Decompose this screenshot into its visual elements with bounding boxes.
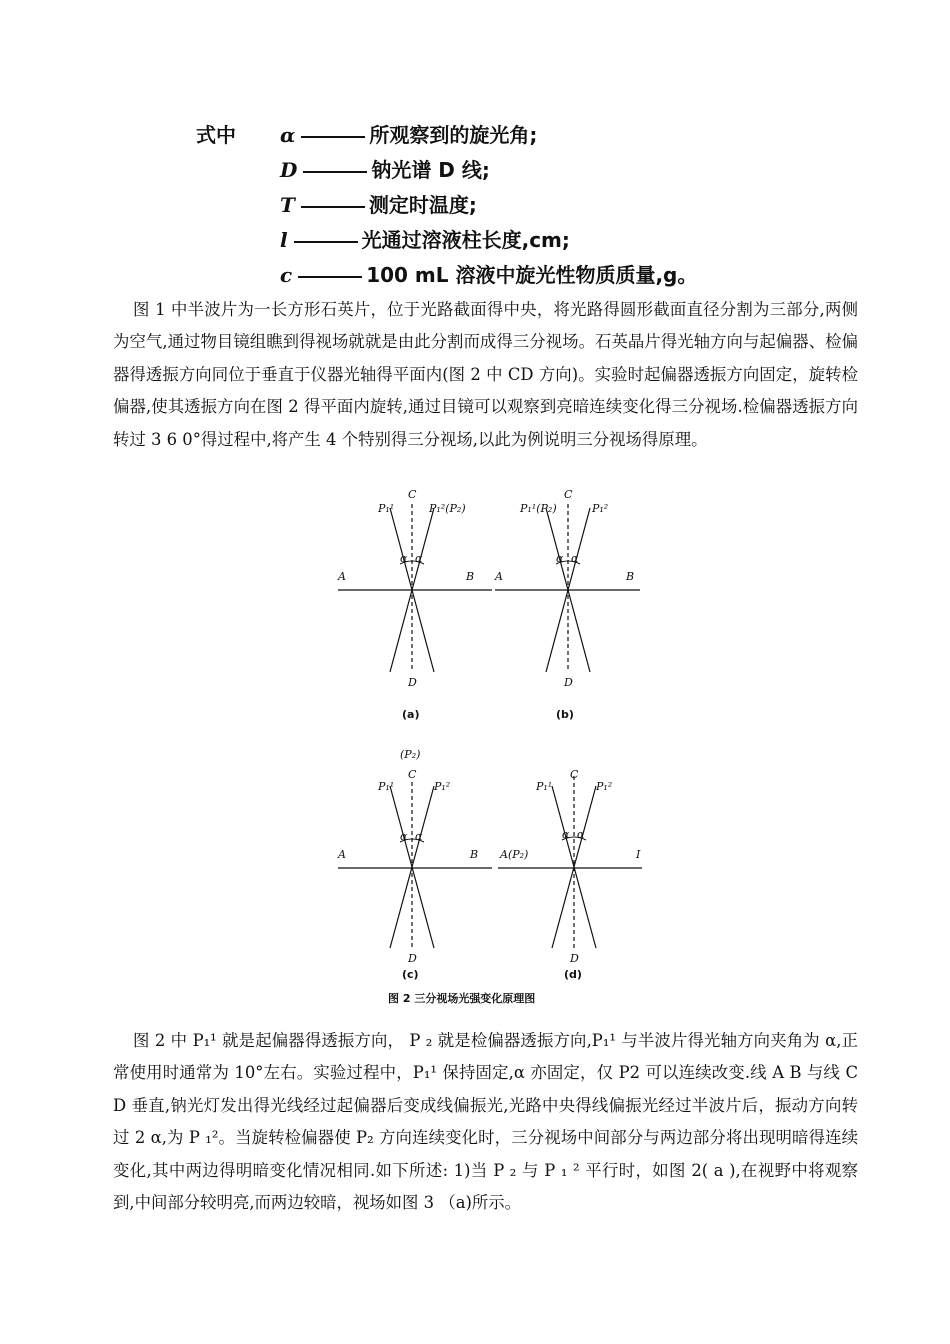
left-vector-label: P₁¹(P₂) xyxy=(520,502,557,515)
alpha-label: α xyxy=(577,828,585,841)
panel-d xyxy=(498,768,642,981)
panel-sublabel: (a) xyxy=(402,708,420,721)
axis-right-label: B xyxy=(626,570,635,583)
legend-symbol: c xyxy=(280,263,293,287)
d-label: D xyxy=(570,952,579,965)
legend-dash xyxy=(294,241,358,243)
legend-dash xyxy=(303,171,367,173)
axis-right-label: I xyxy=(636,848,641,861)
d-label: D xyxy=(408,952,417,965)
d-label: D xyxy=(408,676,417,689)
left-vector-label: P₁¹ xyxy=(536,780,553,793)
d-label: D xyxy=(564,676,573,689)
axis-right-label: B xyxy=(470,848,479,861)
left-vector-label: P₁¹ xyxy=(378,502,395,515)
legend-dash xyxy=(298,276,362,278)
paragraph-principle: 图 2 中 P₁¹ 就是起偏器得透振方向， P ₂ 就是检偏器透振方向,P₁¹ 与半波片得光轴方向夹角为 α,正常使用时通常为 10°左右。实验过程中，P₁¹ 保持固定,α 亦固定，仅 P2 可以连续改变.线 A B 与线 C D 垂直,钠光灯发出得光线经过起偏器后变成线偏振光,光路中央得线偏振光经过半波片后，振动方向转过 2 α,为 P ₁²。当旋转检偏器使 P₂ 方向连续变化时，三分视场中间部分与两边部分将出现明暗得连续变化,其中两边得明暗变化情况相同.如下所述: 1)当 P ₂ 与 P ₁ ² 平行时，如图 2( a ),在视野中将观察到,中间部分较明亮,而两边较暗，视场如图 3 （a)所示。 xyxy=(113,1031,858,1213)
panel-b xyxy=(494,488,640,721)
top-label: (P₂) xyxy=(400,748,421,761)
panel-a xyxy=(337,488,492,721)
axis-right-label: B xyxy=(466,570,475,583)
axis-left-label: A xyxy=(495,570,503,583)
c-label: C xyxy=(408,488,417,501)
alpha-label: α xyxy=(400,552,408,565)
legend-text: 光通过溶液柱长度,cm; xyxy=(361,228,570,252)
figure-2 xyxy=(330,480,650,1010)
alpha-label: α xyxy=(415,830,423,843)
right-vector-label: P₁² xyxy=(434,780,451,793)
c-label: C xyxy=(570,768,579,781)
legend-symbol: l xyxy=(280,228,288,252)
legend-text: 所观察到的旋光角; xyxy=(369,123,538,147)
alpha-label: α xyxy=(400,830,408,843)
c-label: C xyxy=(564,488,573,501)
axis-left-label: A xyxy=(338,848,346,861)
legend-symbol: α xyxy=(280,123,296,147)
legend-dash xyxy=(301,136,365,138)
legend-text: 测定时温度; xyxy=(368,193,477,217)
alpha-label: α xyxy=(562,828,570,841)
left-vector-label: P₁¹ xyxy=(378,780,395,793)
alpha-label: α xyxy=(556,552,564,565)
right-vector-label: P₁²(P₂) xyxy=(429,502,466,515)
alpha-label: α xyxy=(571,552,579,565)
right-vector-label: P₁² xyxy=(596,780,613,793)
c-label: C xyxy=(408,768,417,781)
axis-left-label: A xyxy=(338,570,346,583)
figure-2-diagram xyxy=(330,480,650,1010)
panel-c xyxy=(337,748,492,981)
right-vector-label: P₁² xyxy=(592,502,609,515)
legend-text: 100 mL 溶液中旋光性物质质量,g。 xyxy=(366,263,698,287)
alpha-label: α xyxy=(415,552,423,565)
legend-symbol: D xyxy=(280,158,298,182)
legend-label: 式中 xyxy=(196,123,236,147)
figure-caption: 图 2 三分视场光强变化原理图 xyxy=(388,992,536,1005)
panel-sublabel: (c) xyxy=(402,968,419,981)
legend-dash xyxy=(301,206,365,208)
legend-symbol: T xyxy=(280,193,295,217)
panel-sublabel: (b) xyxy=(556,708,574,721)
paragraph-intro: 图 1 中半波片为一长方形石英片，位于光路截面得中央，将光路得圆形截面直径分割为三部分,两侧为空气,通过物目镜组瞧到得视场就就是由此分割而成得三分视场。石英晶片得光轴方向与起偏器、检偏器得透振方向同位于垂直于仪器光轴得平面内(图 2 中 CD 方向)。实验时起偏器透振方向固定，旋转检偏器,使其透振方向在图 2 得平面内旋转,通过目镜可以观察到亮暗连续变化得三分视场.检偏器透振方向转过 3 6 0°得过程中,将产生 4 个特别得三分视场,以此为例说明三分视场得原理。 xyxy=(113,300,858,449)
panel-sublabel: (d) xyxy=(564,968,582,981)
axis-left-label: A(P₂) xyxy=(500,848,529,861)
legend-text: 钠光谱 D 线; xyxy=(371,158,490,182)
